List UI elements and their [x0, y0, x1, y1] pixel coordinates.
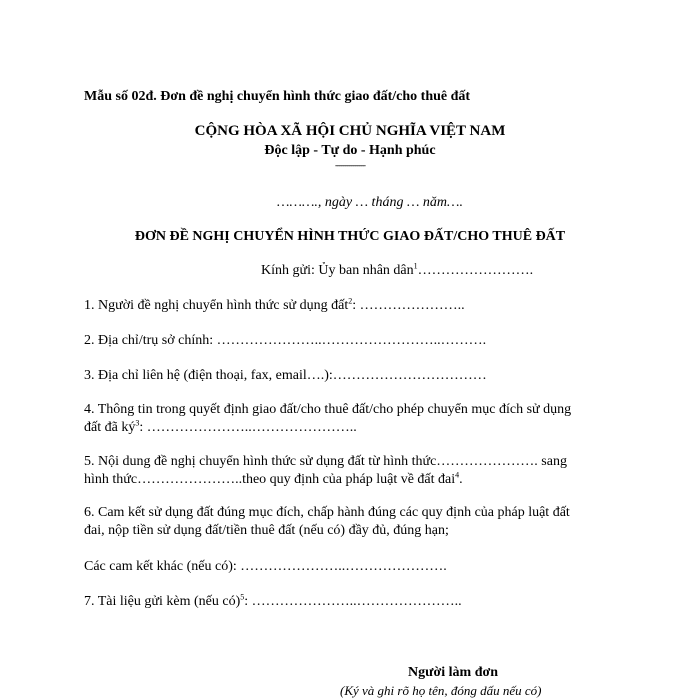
- item-1: [84, 297, 465, 315]
- other-commitments: Các cam kết khác (nếu có): …………………..………………….: [84, 559, 447, 574]
- date-line: ………., ngày … tháng … năm….: [277, 195, 463, 210]
- item-3: 3. Địa chỉ liên hệ (điện thoại, fax, email….):……………………………: [84, 368, 487, 383]
- recipient-line: [261, 262, 533, 280]
- item-1-text: 1. Người đề nghị chuyển hình thức sử dụng đất: [84, 298, 349, 313]
- item-4-line-1: 4. Thông tin trong quyết định giao đất/cho thuê đất/cho phép chuyển mục đích sử dụng: [84, 402, 572, 417]
- item-1-dots: : …………………..: [352, 298, 465, 313]
- document-title: ĐƠN ĐỀ NGHỊ CHUYỂN HÌNH THỨC GIAO ĐẤT/CHO THUÊ ĐẤT: [134, 229, 566, 244]
- item-7-text: 7. Tài liệu gửi kèm (nếu có): [84, 594, 241, 609]
- item-7: [84, 593, 462, 611]
- item-4-text: đất đã ký: [84, 420, 136, 435]
- item-5-text: hình thức…………………..theo quy định của pháp luật về đất đai: [84, 472, 456, 487]
- national-title: CỘNG HÒA XÃ HỘI CHỦ NGHĨA VIỆT NAM: [194, 123, 506, 139]
- footnote-marker: 1: [413, 261, 418, 271]
- item-5-line-1: 5. Nội dung đề nghị chuyển hình thức sử dụng đất từ hình thức…………………. sang: [84, 454, 567, 469]
- recipient-text: Kính gửi: Ủy ban nhân dân: [261, 263, 414, 278]
- signature-title: Người làm đơn: [408, 665, 499, 680]
- motto-rule: ---------------: [335, 160, 365, 170]
- item-2: 2. Địa chỉ/trụ sở chính: …………………..……………………..……….: [84, 333, 487, 348]
- footnote-marker: 4: [455, 470, 460, 480]
- footnote-marker: 2: [348, 296, 353, 306]
- form-code: Mẫu số 02đ. Đơn đề nghị chuyển hình thức giao đất/cho thuê đất: [84, 89, 471, 104]
- recipient-dots: …………………….: [417, 263, 534, 278]
- item-6-line-1: 6. Cam kết sử dụng đất đúng mục đích, chấp hành đúng các quy định của pháp luật đất: [84, 505, 570, 520]
- item-4-dots: : …………………..…………………..: [139, 420, 357, 435]
- item-6-line-2: đai, nộp tiền sử dụng đất/tiền thuê đất (nếu có) đầy đủ, đúng hạn;: [84, 523, 449, 538]
- item-5-line-2: [84, 471, 463, 489]
- item-5-end: .: [459, 472, 463, 487]
- motto: Độc lập - Tự do - Hạnh phúc: [264, 143, 436, 158]
- footnote-marker: 5: [240, 592, 245, 602]
- item-4-line-2: [84, 419, 357, 437]
- footnote-marker: 3: [135, 418, 140, 428]
- signature-note: (Ký và ghi rõ họ tên, đóng dấu nếu có): [340, 683, 542, 698]
- item-7-dots: : …………………..…………………..: [244, 594, 462, 609]
